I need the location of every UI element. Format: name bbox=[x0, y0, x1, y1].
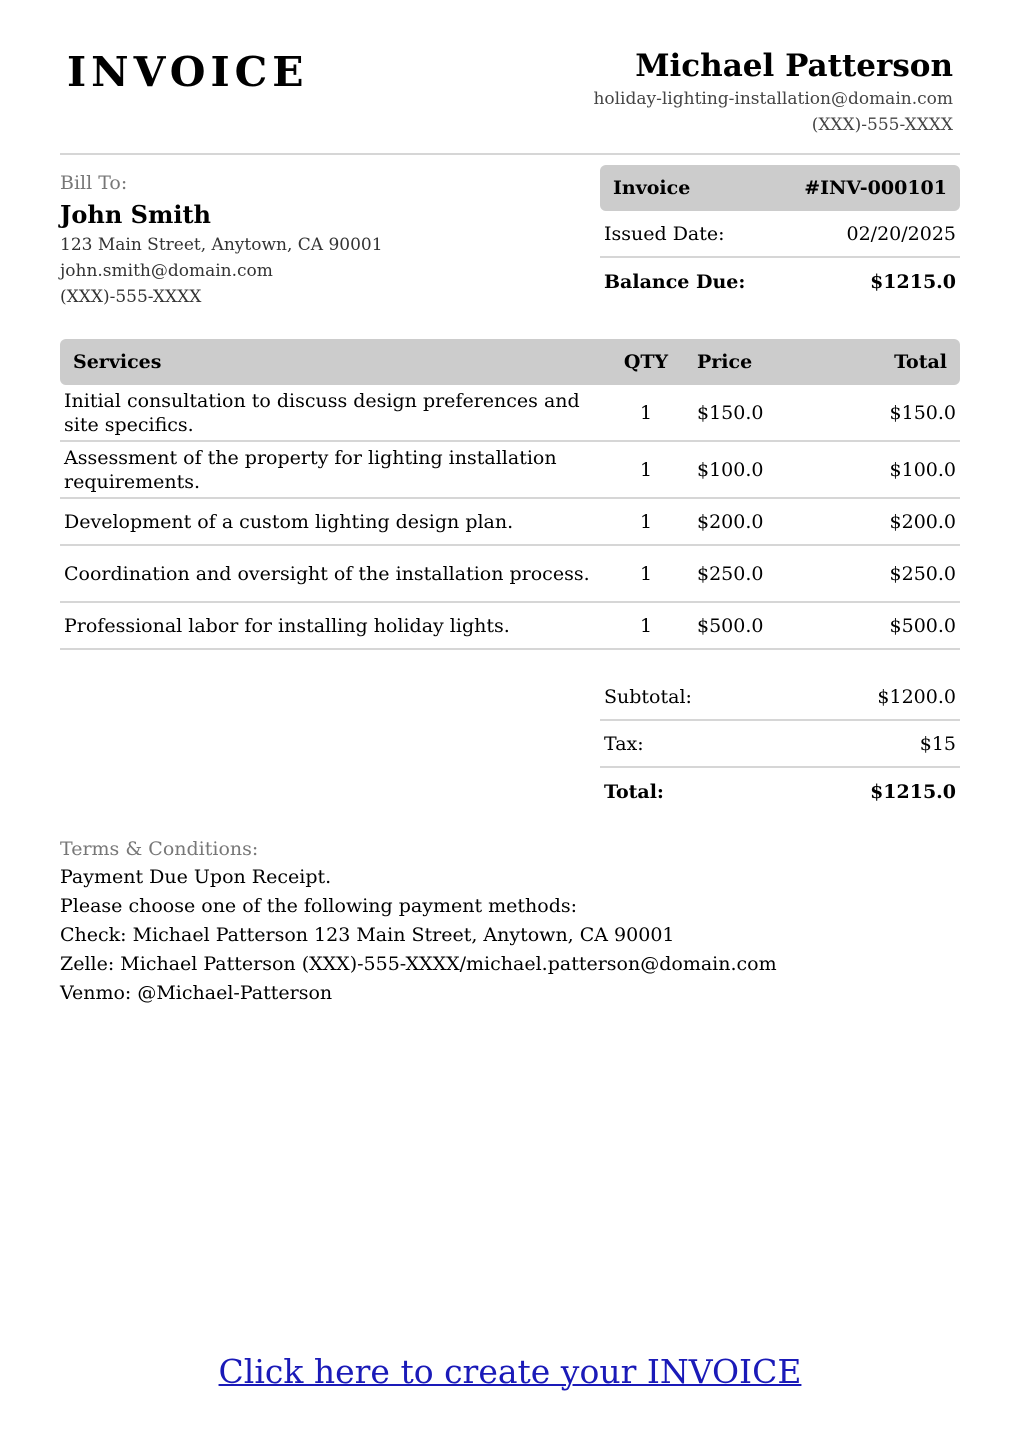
service-total: $200.0 bbox=[889, 510, 956, 533]
invoice-number: #INV-000101 bbox=[804, 177, 947, 199]
tax-value: $15 bbox=[919, 732, 956, 755]
terms-line: Payment Due Upon Receipt. bbox=[60, 866, 332, 888]
invoice-title: INVOICE bbox=[67, 48, 309, 96]
invoice-number-header bbox=[600, 165, 960, 211]
subtotal-label: Subtotal: bbox=[604, 685, 692, 708]
column-header-services: Services bbox=[73, 351, 162, 373]
terms-line: Please choose one of the following payment methods: bbox=[60, 895, 578, 917]
table-row bbox=[60, 499, 960, 546]
issued-date-row bbox=[600, 211, 960, 258]
total-row bbox=[600, 768, 960, 815]
tax-row bbox=[600, 721, 960, 768]
column-header-price: Price bbox=[697, 351, 753, 373]
client-phone: (XXX)-555-XXXX bbox=[60, 287, 202, 307]
service-qty: 1 bbox=[639, 401, 653, 424]
seller-email: holiday-lighting-installation@domain.com bbox=[593, 89, 953, 109]
service-qty: 1 bbox=[639, 614, 653, 637]
table-row bbox=[60, 546, 960, 603]
service-qty: 1 bbox=[639, 562, 653, 585]
bill-to-section bbox=[60, 170, 480, 310]
invoice-header bbox=[60, 0, 960, 155]
service-price: $200.0 bbox=[697, 510, 764, 533]
service-total: $500.0 bbox=[889, 614, 956, 637]
service-total: $250.0 bbox=[889, 562, 956, 585]
service-description: Initial consultation to discuss design preferences and site specifics. bbox=[64, 389, 580, 436]
service-qty: 1 bbox=[639, 510, 653, 533]
create-invoice-link[interactable]: Click here to create your INVOICE bbox=[218, 1352, 802, 1391]
service-price: $150.0 bbox=[697, 401, 764, 424]
terms-label: Terms & Conditions: bbox=[60, 838, 259, 860]
tax-label: Tax: bbox=[604, 732, 644, 755]
subtotal-row bbox=[600, 674, 960, 721]
balance-due-row bbox=[600, 258, 960, 305]
issued-date-value: 02/20/2025 bbox=[846, 222, 956, 245]
service-qty: 1 bbox=[639, 458, 653, 481]
bill-to-label: Bill To: bbox=[60, 172, 128, 194]
balance-due-label: Balance Due: bbox=[604, 270, 746, 293]
table-row bbox=[60, 603, 960, 650]
service-description: Coordination and oversight of the installation process. bbox=[64, 562, 590, 585]
table-row bbox=[60, 442, 960, 499]
total-value: $1215.0 bbox=[870, 780, 956, 803]
column-header-total: Total bbox=[894, 351, 947, 373]
table-header bbox=[60, 339, 960, 385]
total-label: Total: bbox=[604, 780, 664, 803]
subtotal-value: $1200.0 bbox=[877, 685, 956, 708]
invoice-summary-box bbox=[600, 165, 960, 305]
seller-info bbox=[593, 46, 953, 138]
service-total: $100.0 bbox=[889, 458, 956, 481]
seller-name: Michael Patterson bbox=[635, 48, 953, 84]
terms-line: Zelle: Michael Patterson (XXX)-555-XXXX/michael.patterson@domain.com bbox=[60, 953, 777, 975]
column-header-qty: QTY bbox=[623, 351, 669, 373]
service-price: $500.0 bbox=[697, 614, 764, 637]
balance-due-value: $1215.0 bbox=[870, 270, 956, 293]
service-price: $250.0 bbox=[697, 562, 764, 585]
client-name: John Smith bbox=[60, 200, 211, 229]
service-description: Development of a custom lighting design plan. bbox=[64, 510, 514, 533]
terms-line: Check: Michael Patterson 123 Main Street, Anytown, CA 90001 bbox=[60, 924, 675, 946]
client-email: john.smith@domain.com bbox=[60, 261, 273, 281]
service-description: Professional labor for installing holiday lights. bbox=[64, 614, 510, 637]
invoice-label: Invoice bbox=[613, 177, 691, 199]
table-row bbox=[60, 385, 960, 442]
seller-phone: (XXX)-555-XXXX bbox=[811, 115, 953, 135]
terms-line: Venmo: @Michael-Patterson bbox=[60, 982, 333, 1004]
create-invoice-cta bbox=[0, 1352, 1020, 1391]
service-total: $150.0 bbox=[889, 401, 956, 424]
service-description: Assessment of the property for lighting installation requirements. bbox=[64, 446, 557, 493]
client-address: 123 Main Street, Anytown, CA 90001 bbox=[60, 235, 383, 255]
service-price: $100.0 bbox=[697, 458, 764, 481]
terms-section bbox=[60, 835, 960, 1008]
totals-section bbox=[600, 674, 960, 815]
services-table bbox=[60, 339, 960, 650]
issued-date-label: Issued Date: bbox=[604, 222, 725, 245]
